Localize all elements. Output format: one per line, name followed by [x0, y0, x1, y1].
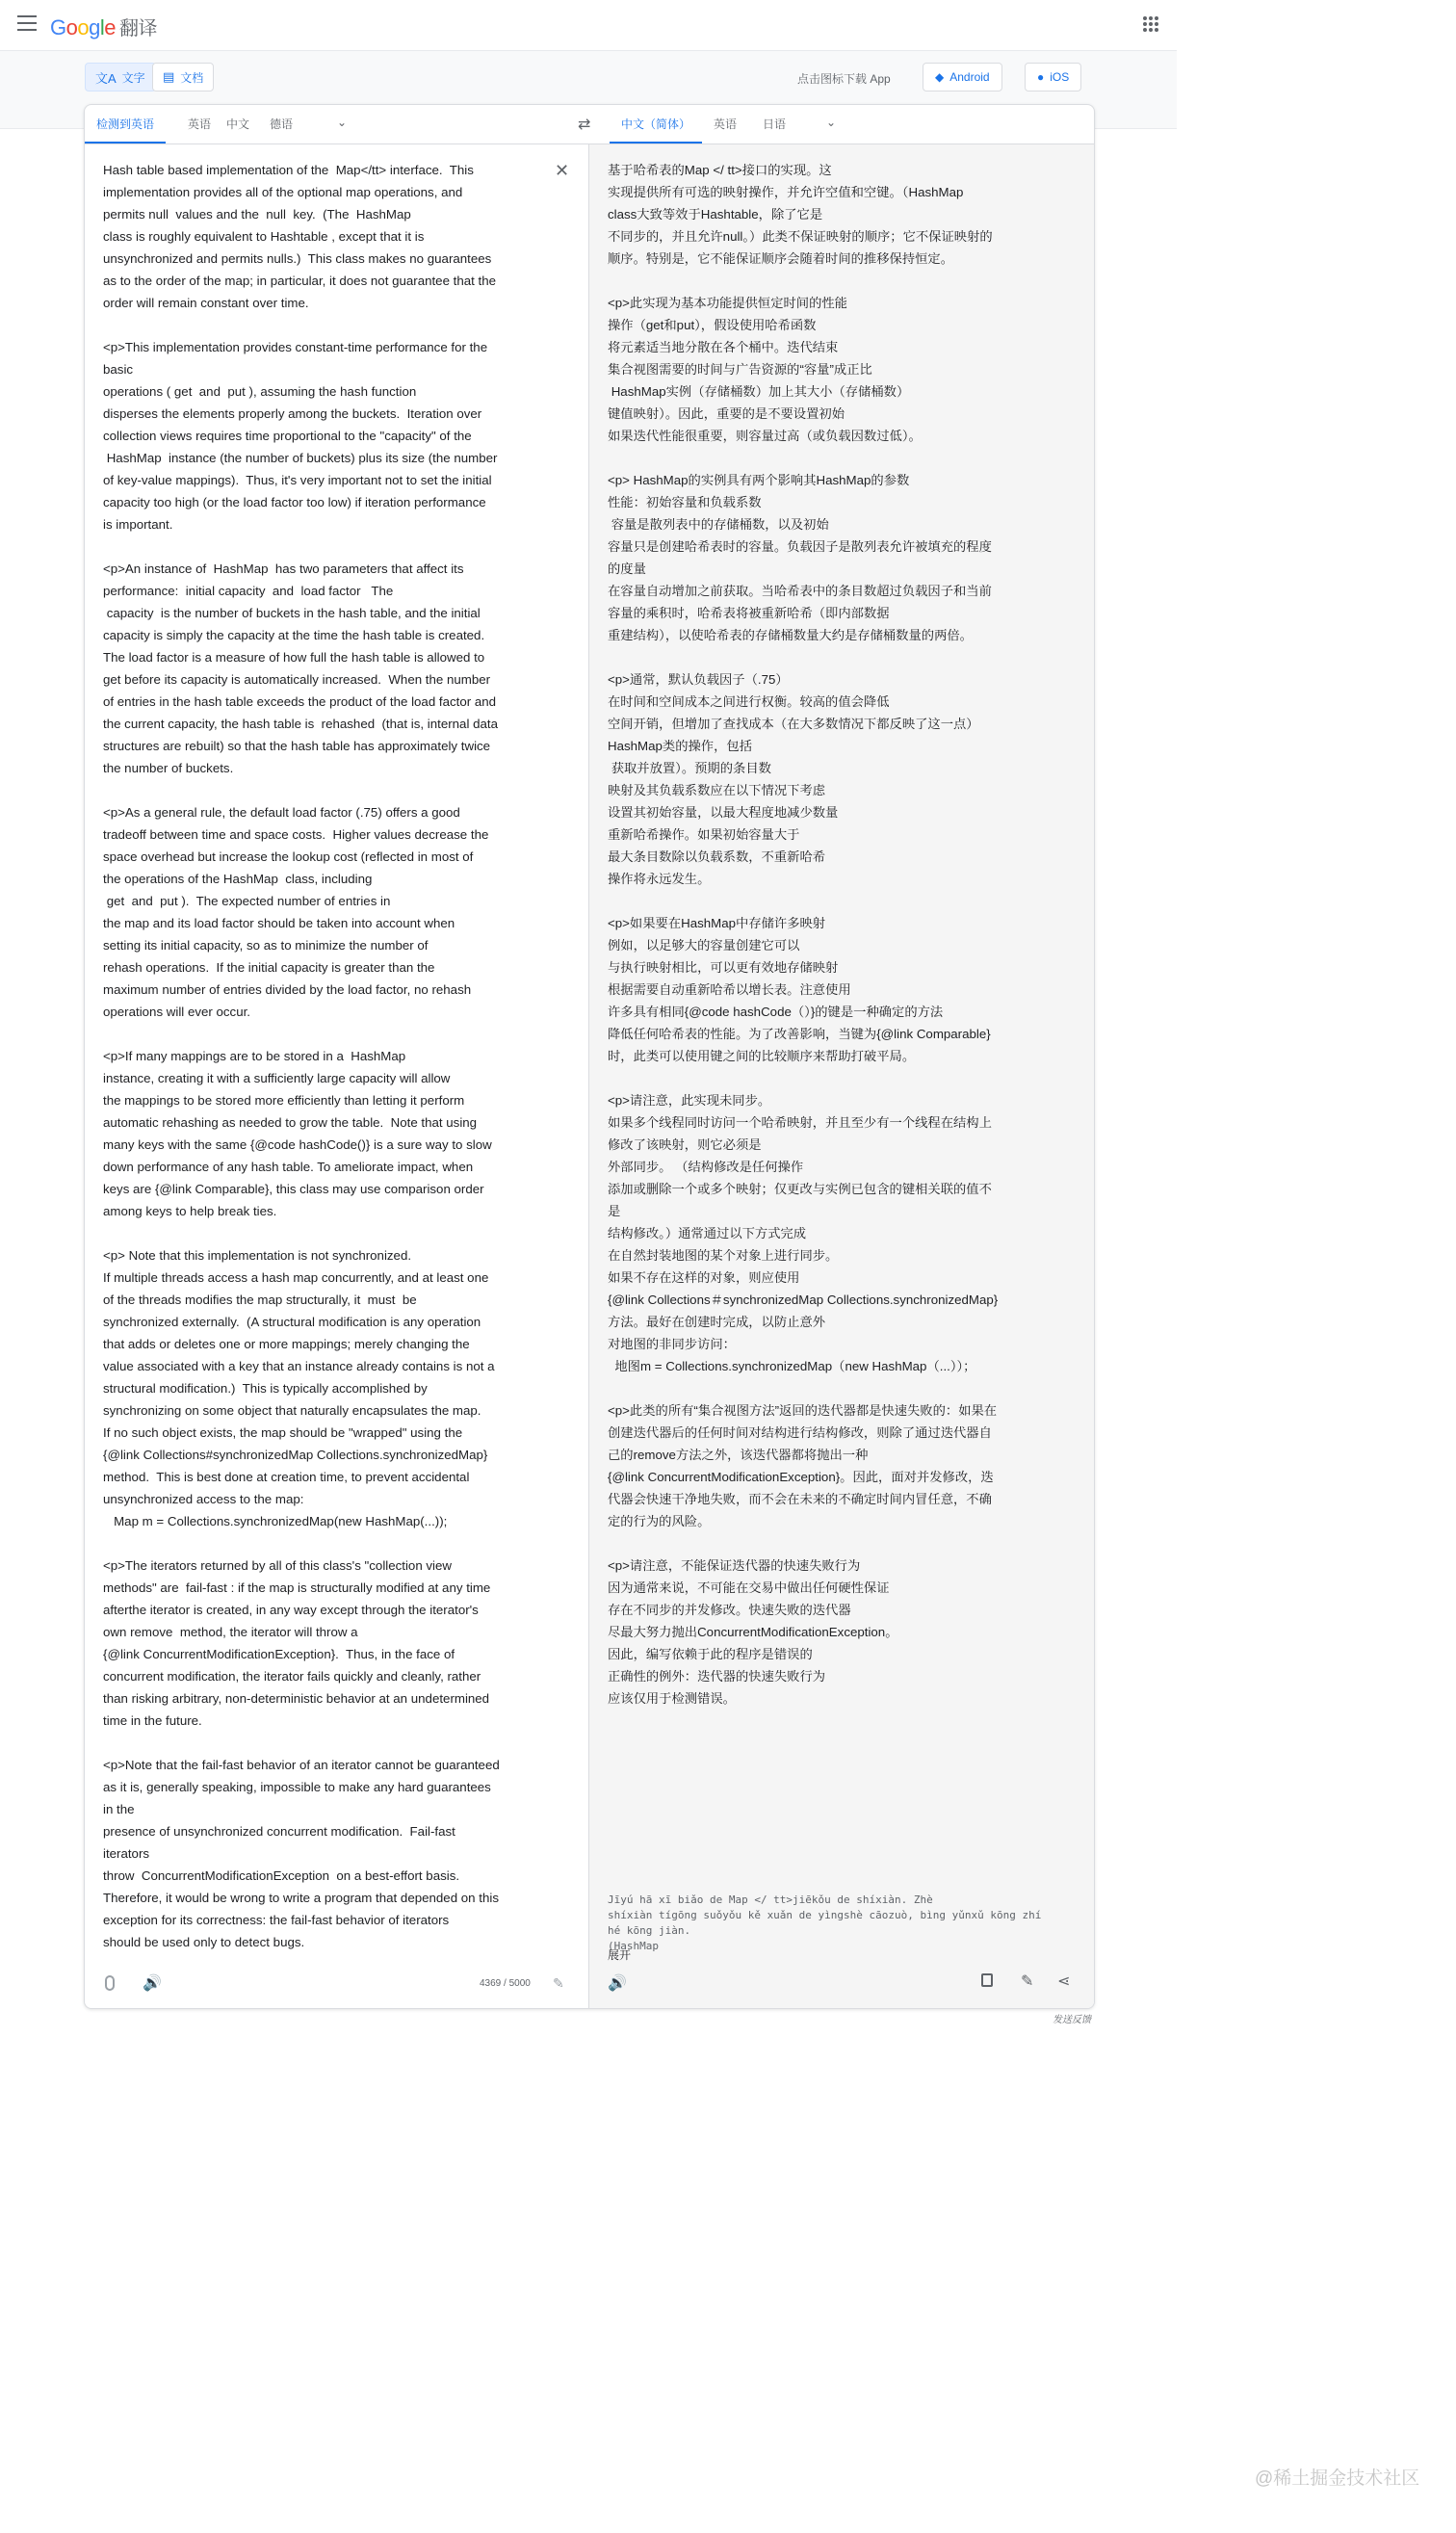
microphone-icon[interactable] [105, 1975, 115, 1991]
swap-languages-icon[interactable]: ⇄ [578, 117, 591, 133]
source-lang-english[interactable]: 英语 [188, 118, 212, 131]
app-name: 翻译 [119, 18, 158, 39]
apple-icon: ● [1037, 70, 1045, 84]
target-lang-english[interactable]: 英语 [714, 118, 738, 131]
source-lang-detected[interactable]: 检测到英语 [85, 105, 166, 144]
app-download-prompt: 点击图标下载 App [797, 72, 891, 86]
top-bar [0, 0, 1177, 51]
character-counter: 4369 / 5000 [480, 1978, 531, 1989]
expand-link[interactable]: 展开 [608, 1948, 632, 1962]
watermark: @稀土掘金技术社区 [1255, 2468, 1420, 2489]
source-lang-chinese[interactable]: 中文 [226, 118, 250, 131]
text-mode-label: 文字 [121, 70, 145, 85]
pane-divider [588, 144, 589, 2008]
share-icon[interactable]: ⋖ [1057, 1973, 1071, 1990]
language-bar [85, 105, 1094, 144]
menu-icon[interactable] [17, 15, 37, 31]
target-lang-more-chevron-icon[interactable]: ⌄ [826, 116, 837, 129]
target-lang-japanese[interactable]: 日语 [763, 118, 787, 131]
speaker-icon[interactable]: 🔊 [143, 1975, 162, 1992]
document-mode-button[interactable] [152, 63, 214, 91]
clear-text-icon[interactable]: ✕ [555, 161, 570, 180]
copy-icon[interactable] [981, 1973, 993, 1987]
translation-card [84, 104, 1095, 2009]
android-button[interactable] [923, 63, 1002, 91]
send-feedback-link[interactable]: 发送反馈 [1053, 2015, 1091, 2025]
document-mode-label: 文档 [180, 70, 204, 85]
source-toolbar [85, 1962, 588, 2008]
ios-label: iOS [1050, 70, 1070, 84]
android-icon: ◆ [935, 70, 945, 84]
source-lang-german[interactable]: 德语 [270, 118, 294, 131]
ios-button[interactable] [1025, 63, 1081, 91]
target-speaker-icon[interactable]: 🔊 [608, 1975, 627, 1992]
translate-icon: 文A [95, 70, 117, 86]
handwriting-icon[interactable]: ✎ [553, 1975, 564, 1991]
logo[interactable]: Google 翻译 [50, 15, 158, 39]
source-lang-more-chevron-icon[interactable]: ⌄ [337, 116, 348, 129]
translated-text: 基于哈希表的Map </ tt>接口的实现。这 实现提供所有可选的映射操作，并允许空值和空键。（HashMap class大致等效于Hashtable，除了它是 不同步的，并且允许null。）此类不保证映射的顺序；它不保证映射的 顺序。特别是，它不能保证顺序会随着时间的推移保持恒定。 <p>此实现为基本功能提供恒定时间的性能 操作（get和put），假设使用哈希函数 将元素适当地分散在各个桶中。迭代结束 集合视图需要的时间与广告资源的“容量”成正比 HashMap实例（存储桶数）加上其大小（存储桶数） 键值映射）。因此，重要的是不要设置初始 如果迭代性能很重要，则容量过高（或负载因数过低）。 <p> HashMap的实例具有两个影响其HashMap的参数 性能：初始容量和负载系数 容量是散列表中的存储桶数，以及初始 容量只是创建哈希表时的容量。负载因子是散列表允许被填充的程度 的度量 在容量自动增加之前获取。当哈希表中的条目数超过负载因子和当前 容量的乘积时，哈希表将被重新哈希（即内部数据 重建结构），以使哈希表的存储桶数量大约是存储桶数量的两倍。 <p>通常，默认负载因子（.75） 在时间和空间成本之间进行权衡。较高的值会降低 空间开销，但增加了查找成本（在大多数情况下都反映了这一点） HashMap类的操作，包括 获取并放置）。预期的条目数 映射及其负载系数应在以下情况下考虑 设置其初始容量，以最大程度地减少数量 重新哈希操作。如果初始容量大于 最大条目数除以负载系数，不重新哈希 操作将永远发生。 <p>如果要在HashMap中存储许多映射 例如，以足够大的容量创建它可以 与执行映射相比，可以更有效地存储映射 根据需要自动重新哈希以增长表。注意使用 许多具有相同{@code hashCode（）}的键是一种确定的方法 降低任何哈希表的性能。为了改善影响，当键为{@link Comparable} 时，此类可以使用键之间的比较顺序来帮助打破平局。 <p>请注意，此实现未同步。 如果多个线程同时访问一个哈希映射，并且至少有一个线程在结构上 修改了该映射，则它必须是 外部同步。 （结构修改是任何操作 添加或删除一个或多个映射；仅更改与实例已包含的键相关联的值不 是 结构修改。）通常通过以下方式完成 在自然封装地图的某个对象上进行同步。 如果不存在这样的对象，则应使用 {@link Collections＃synchronizedMap Collections.synchronizedMap} 方法。最好在创建时完成，以防止意外 对地图的非同步访问： 地图m = Collections.synchronizedMap（new HashMap（...））； <p>此类的所有“集合视图方法”返回的迭代器都是快速失败的：如果在 创建迭代器后的任何时间对结构进行结构修改，则除了通过迭代器自 己的remove方法之外，该迭代器都将抛出一种 {@link ConcurrentModificationException}。因此，面对并发修改，迭 代器会快速干净地失败，而不会在未来的不确定时间内冒任意，不确 定的行为的风险。 <p>请注意，不能保证迭代器的快速失败行为 因为通常来说，不可能在交易中做出任何硬性保证 存在不同步的并发修改。快速失败的迭代器 尽最大努力抛出ConcurrentModificationException。 因此，编写依赖于此的程序是错误的 正确性的例外：迭代器的快速失败行为 应该仅用于检测错误。 [608, 163, 999, 1706]
romanization-text: Jīyú hā xī biǎo de Map </ tt>jiēkǒu de shíxiàn. Zhè shíxiàn tígōng suǒyǒu kě xuǎn de yìngshè cāozuò, bìng yǔnxǔ kōng zhí hé kōng jiàn. (HashMap [608, 1893, 1042, 1952]
text-mode-button[interactable] [85, 63, 156, 91]
source-text-input[interactable]: Hash table based implementation of the Map</tt> interface. This implementation provides all of the optional map operations, and permits null values and the null key. (The HashMap class is roughly equivalent to Hashtable , except that it is unsynchronized and permits nulls.) This class makes no guarantees as to the order of the map; in particular, it does not guarantee that the order will remain constant over time. <p>This implementation provides constant-time performance for the basic operations ( get and put ), assuming the hash function disperses the elements properly among the buckets. Iteration over collection views requires time proportional to the "capacity" of the HashMap instance (the number of buckets) plus its size (the number of key-value mappings). Thus, it's very important not to set the initial capacity too high (or the load factor too low) if iteration performance is important. <p>An instance of HashMap has two parameters that affect its performance: initial capacity and load factor The capacity is the number of buckets in the hash table, and the initial capacity is simply the capacity at the time the hash table is created. The load factor is a measure of how full the hash table is allowed to get before its capacity is automatically increased. When the number of entries in the hash table exceeds the product of the load factor and the current capacity, the hash table is rehashed (that is, internal data structures are rebuilt) so that the hash table has approximately twice the number of buckets. <p>As a general rule, the default load factor (.75) offers a good tradeoff between time and space costs. Higher values decrease the space overhead but increase the lookup cost (reflected in most of the operations of the HashMap class, including get and put ). The expected number of entries in the map and its load factor should be taken into account when setting its initial capacity, so as to minimize the number of rehash operations. If the initial capacity is greater than the maximum number of entries divided by the load factor, no rehash operations will ever occur. <p>If many mappings are to be stored in a HashMap instance, creating it with a sufficiently large capacity will allow the mappings to be stored more efficiently than letting it perform automatic rehashing as needed to grow the table. Note that using many keys with the same {@code hashCode()} is a sure way to slow down performance of any hash table. To ameliorate impact, when keys are {@link Comparable}, this class may use comparison order among keys to help break ties. <p> Note that this implementation is not synchronized. If multiple threads access a hash map concurrently, and at least one of the threads modifies the map structurally, it must be synchronized externally. (A structural modification is any operation that adds or deletes one or more mappings; merely changing the value associated with a key that an instance already contains is not a structural modification.) This is typically accomplished by synchronizing on some object that naturally encapsulates the map. If no such object exists, the map should be "wrapped" using the {@link Collections#synchronizedMap Collections.synchronizedMap} method. This is best done at creation time, to prevent accidental unsynchronized access to the map: Map m = Collections.synchronizedMap(new HashMap(...)); <p>The iterators returned by all of this class's "collection view methods" are fail-fast : if the map is structurally modified at any time afterthe iterator is created, in any way except through the iterator's own remove method, the iterator will throw a {@link ConcurrentModificationException}. Thus, in the face of concurrent modification, the iterator fails quickly and cleanly, rather than risking arbitrary, non-deterministic behavior at an undetermined time in the future. <p>Note that the fail-fast behavior of an iterator cannot be guaranteed as it is, generally speaking, impossible to make any hard guarantees in the presence of unsynchronized concurrent modification. Fail-fast iterators throw ConcurrentModificationException on a best-effort basis. Therefore, it would be wrong to write a program that depended on this exception for its correctness: the fail-fast behavior of iterators should be used only to detect bugs. [103, 163, 500, 1949]
target-lang-chinese[interactable]: 中文（简体） [610, 105, 702, 144]
document-icon: ▤ [163, 69, 175, 84]
android-label: Android [949, 70, 990, 84]
edit-translation-icon[interactable]: ✎ [1021, 1973, 1034, 1990]
apps-grid-icon[interactable] [1143, 16, 1158, 32]
